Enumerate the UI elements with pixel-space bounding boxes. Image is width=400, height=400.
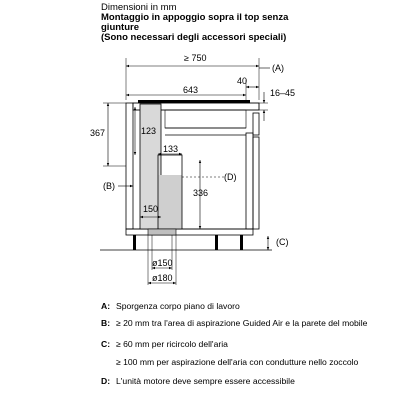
- note-key: D:: [101, 376, 111, 386]
- duct-lower-shading: [158, 175, 182, 229]
- outlet-pipe: [148, 229, 176, 235]
- units-caption: Dimensioni in mm: [101, 2, 177, 13]
- note-text: Sporgenza corpo piano di lavoro: [116, 301, 240, 311]
- drawer-front-2: [253, 137, 259, 229]
- label-b: (B): [103, 181, 115, 191]
- hob-body-housing: [165, 110, 246, 128]
- dim-thickness-label: 16–45: [270, 88, 296, 98]
- dim-height-label: 367: [90, 128, 106, 138]
- dim-base-label: 150: [143, 204, 159, 214]
- note-key: A:: [101, 301, 111, 311]
- label-a: (A): [272, 63, 284, 73]
- dim-d150-label: ø150: [152, 258, 173, 268]
- note-key: B:: [101, 318, 111, 328]
- note-text: L'unità motore deve sempre essere accessibile: [116, 376, 295, 386]
- cabinet-side-right: [246, 133, 253, 229]
- title-line-1: Montaggio in appoggio sopra il top senza: [101, 12, 289, 23]
- dim-worktop-label: 643: [183, 85, 199, 95]
- title-line-2: giunture: [101, 22, 139, 33]
- label-c: (C): [276, 237, 289, 247]
- plinth: [126, 229, 253, 235]
- note-a: [101, 302, 391, 312]
- foot-3: [240, 235, 243, 250]
- note-text: ≥ 100 mm per aspirazione dell'aria con condutture nello zoccolo: [116, 357, 359, 367]
- dim-total-label: ≥ 750: [184, 53, 207, 63]
- note-c-extra: [101, 358, 391, 368]
- dim-edge-label: 40: [237, 76, 248, 86]
- title-line-3: (Sono necessari degli accessori speciali): [101, 32, 287, 43]
- dim-unit-top-label: 123: [141, 126, 157, 136]
- foot-1: [133, 235, 136, 250]
- note-c: [101, 340, 391, 350]
- note-text: ≥ 20 mm tra l'area di aspirazione Guided Air e la parete del mobile: [116, 318, 368, 328]
- dim-depth-label: 336: [193, 188, 209, 198]
- note-d: [101, 377, 391, 387]
- foot-2: [215, 235, 218, 250]
- note-key: C:: [101, 339, 111, 349]
- cabinet-side-left: [126, 103, 133, 229]
- dim-d180-label: ø180: [152, 273, 173, 283]
- dim-unit-width-label: 133: [163, 144, 179, 154]
- drawer-front-1: [253, 113, 259, 135]
- label-d: (D): [224, 172, 237, 182]
- note-text: ≥ 60 mm per ricircolo dell'aria: [116, 339, 228, 349]
- note-b: [101, 319, 391, 329]
- hob-glass: [138, 100, 250, 103]
